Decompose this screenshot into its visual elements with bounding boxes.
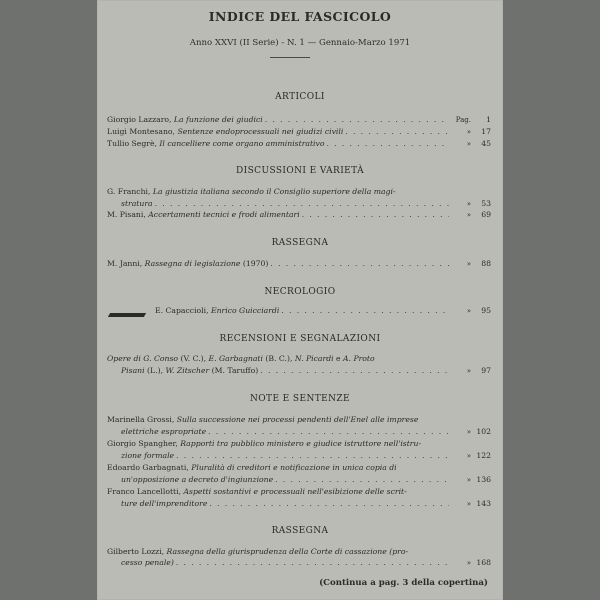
entry-author: M. Pisani, — [107, 210, 149, 219]
entry-title-continuation: un'opposizione a decreto d'ingiunzione — [121, 475, 274, 484]
entry-title-continuation: cesso penale) — [121, 558, 174, 567]
section-heading-rassegna-2: RASSEGNA — [271, 526, 329, 536]
dot-leader — [176, 450, 449, 462]
review-segment-italic: A. Proto — [343, 354, 375, 363]
page-ref-marker: » — [466, 428, 471, 436]
title-divider — [270, 57, 310, 58]
page-ref-marker: » — [466, 559, 471, 567]
black-dash-mark — [108, 313, 146, 317]
review-segment-italic: Pisani — [121, 366, 145, 375]
section-heading-note: NOTE E SENTENZE — [250, 394, 350, 404]
entry-title-continuation: stratura — [121, 199, 153, 208]
entry-title: Rassegna della giurisprudenza della Corte di cassazione (pro- — [166, 547, 409, 556]
toc-entry-continuation — [121, 474, 491, 486]
review-segment: (M. Taruffo) — [209, 366, 259, 375]
entry-title: Rapporti tra pubblico ministero e giudice istruttore nell'istru- — [180, 439, 422, 448]
entry-author: G. Franchi, — [107, 187, 153, 196]
entry-title: Rassegna di legislazione — [144, 259, 241, 268]
entry-title-continuation: ture dell'imprenditore — [121, 499, 208, 508]
entry-author: Giorgio Spangher, — [107, 439, 181, 448]
review-line-2 — [121, 365, 258, 377]
toc-entry — [107, 486, 491, 498]
dot-leader — [270, 258, 449, 270]
review-segment: (B. C.), — [262, 354, 295, 363]
entry-title-continuation: elettriche espropriate — [121, 427, 207, 436]
dot-leader — [275, 474, 449, 486]
entry-title: Accertamenti tecnici e frodi alimentari — [148, 210, 300, 219]
entry-title: Il cancelliere come organo amministrativo — [159, 139, 325, 148]
continuation-note: (Continua a pag. 3 della copertina) — [319, 578, 488, 588]
toc-entry-continuation — [121, 557, 491, 569]
dot-leader — [260, 365, 449, 377]
page-ref-marker: » — [466, 476, 471, 484]
entry-author: Giorgio Lazzaro, — [107, 115, 174, 124]
entry-title: La giustizia italiana secondo il Consiglio superiore della magi- — [152, 187, 396, 196]
page-ref-marker: » — [466, 128, 471, 136]
page-ref-marker: » — [466, 140, 471, 148]
dot-leader — [209, 498, 449, 510]
page-number: 53 — [481, 199, 491, 208]
toc-entry — [107, 258, 491, 270]
page-number: 122 — [476, 451, 491, 460]
page-number: 1 — [486, 115, 491, 124]
issue-info: Anno XXVI (II Serie) - N. 1 — Gennaio-Marzo 1971 — [189, 38, 411, 48]
entry-title: La funzione dei giudici — [173, 115, 263, 124]
review-segment-italic: W. Zitscher — [165, 366, 210, 375]
review-segment-italic: N. Picardi — [294, 354, 334, 363]
dot-leader — [176, 557, 449, 569]
page-ref-marker: Pag. — [455, 116, 471, 124]
entry-author: Marinella Grossi, — [107, 415, 177, 424]
dot-leader — [265, 114, 449, 126]
entry-author: E. Capaccioli, — [155, 306, 211, 315]
toc-entry-continuation — [121, 365, 491, 377]
page-number: 88 — [481, 259, 491, 268]
page-number: 97 — [481, 366, 491, 375]
entry-title: Sentenze endoprocessuali nei giudizi civili — [177, 127, 344, 136]
toc-entry — [107, 462, 491, 474]
section-heading-recensioni: RECENSIONI E SEGNALAZIONI — [219, 334, 381, 344]
dot-leader — [208, 426, 449, 438]
section-heading-rassegna: RASSEGNA — [271, 238, 329, 248]
entry-author: Tullio Segrè, — [107, 139, 160, 148]
entry-author: M. Janni, — [107, 259, 145, 268]
page-number: 69 — [481, 210, 491, 219]
page-title: INDICE DEL FASCICOLO — [208, 9, 392, 24]
page-ref-marker: » — [466, 200, 471, 208]
review-segment: e — [333, 354, 344, 363]
toc-entry-continuation — [121, 426, 491, 438]
entry-title-continuation: zione formale — [121, 451, 175, 460]
entry-author: Edoardo Garbagnati, — [107, 463, 192, 472]
entry-title: Sulla successione nei processi pendenti dell'Enel alle imprese — [176, 415, 419, 424]
toc-entry-continuation — [121, 498, 491, 510]
entry-author: Gilberto Lozzi, — [107, 547, 167, 556]
entry-author: Franco Lancellotti, — [107, 487, 184, 496]
page-ref-marker: » — [466, 307, 471, 315]
entry-title: Pluralità di creditori e notificazione in unica copia di — [191, 463, 397, 472]
entry-title: Enrico Guicciardi — [210, 306, 280, 315]
page-number: 143 — [476, 499, 491, 508]
dot-leader — [281, 305, 449, 317]
toc-entry — [107, 438, 491, 450]
toc-entry — [107, 126, 491, 138]
review-segment: (L.), — [144, 366, 166, 375]
review-segment: (V. C.), — [178, 354, 209, 363]
page-number: 136 — [476, 475, 491, 484]
section-heading-discussioni: DISCUSSIONI E VARIETÀ — [236, 166, 364, 176]
entry-author: Luigi Montesano, — [107, 127, 178, 136]
page-number: 45 — [481, 139, 491, 148]
page-number: 95 — [481, 306, 491, 315]
toc-entry — [107, 138, 491, 150]
dot-leader — [327, 138, 450, 150]
page-ref-marker: » — [466, 452, 471, 460]
entry-year: (1970) — [240, 259, 269, 268]
section-heading-necrologio: NECROLOGIO — [264, 287, 336, 297]
page-ref-marker: » — [466, 500, 471, 508]
review-segment-italic: E. Garbagnati — [208, 354, 263, 363]
review-segment-italic: Opere di G. Conso — [107, 354, 179, 363]
toc-entry-continuation — [121, 450, 491, 462]
dot-leader — [345, 126, 449, 138]
section-heading-articoli: ARTICOLI — [275, 92, 325, 102]
toc-entry — [107, 353, 491, 365]
toc-entry — [155, 305, 491, 317]
review-line-1 — [107, 353, 375, 365]
page-ref-marker: » — [466, 367, 471, 375]
page-ref-marker: » — [466, 211, 471, 219]
journal-page — [97, 0, 503, 600]
page-number: 168 — [476, 558, 491, 567]
dot-leader — [302, 209, 449, 221]
page-ref-marker: » — [466, 260, 471, 268]
page-number: 102 — [476, 427, 491, 436]
toc-entry — [107, 209, 491, 221]
toc-entry — [107, 114, 491, 126]
toc-entry — [107, 414, 491, 426]
toc-entry — [107, 186, 491, 198]
entry-title: Aspetti sostantivi e processuali nell'esibizione delle scrit- — [183, 487, 407, 496]
page-number: 17 — [481, 127, 491, 136]
